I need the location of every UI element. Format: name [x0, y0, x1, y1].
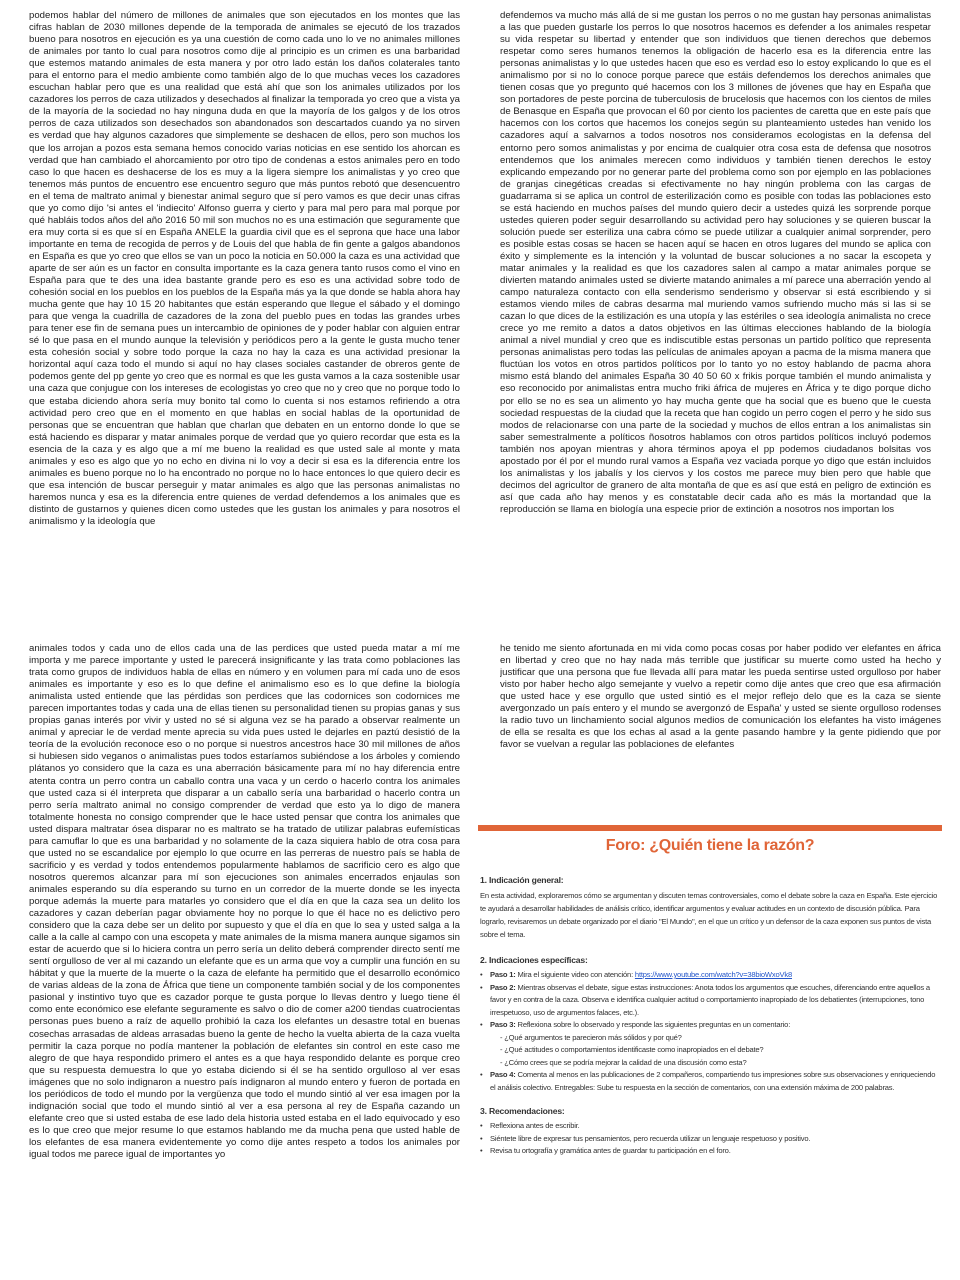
transcript-text: he tenido me siento afortunada en mi vida como pocas cosas por haber podido ver elefantes en áfrica en libertad y creo que no hay nada más terrible que justificar su muerte como usted ha hecho y justificar que una persona que fue llevada allí para matar les pueda sentirse usted orgulloso por haber visto por haber hecho algo semejante y vuelvo a repetir como dije antes que creo que esa afirmación que usted hace y ese orgullo que usted sintió es el mejor reflejo delo que es la caza se siente avergonzado un país entero y el mundo se avergonzó de España' y usted se siente orgulloso rodenses la radio tuvo un linchamiento social algunos medios de comunicación los elefantes ha visto imágenes de ella se resalta es que los echas al asad a la gente pasando hambre y la gente pidiendo que por favor se vuelvan a regular las poblaciones de elefantes [500, 643, 941, 751]
step-2 [480, 982, 942, 1020]
video-link[interactable]: https://www.youtube.com/watch?v=38bioWxoVk8 [634, 970, 792, 979]
accent-bar [478, 825, 942, 831]
bullet-icon: • [480, 970, 483, 979]
transcript-text: defendemos va mucho más allá de si me gustan los perros o no me gustan hay personas animalistas a las que pueden gustarle los perros lo que nosotros hacemos es defender a los animales respetar su vida respetar su libertad y entender que son individuos que tienen derechos que debemos respetar como seres humanos tenemos la obligación de hacerlo esa es la diferencia entre las personas animalistas y lo que ustedes hacen que eso es verdad eso lo estoy explicando lo que es el animalismo por si no lo conoce porque parece que estáis defendemos los derechos animales que tienen cosas que yo pregunto qué hacemos con los 3 millones de jóvenes que hay en España que son portadores de peste porcina de tuberculosis de brucelosis que hacemos con los cientos de miles de Benasque en España que provocan el 60 por ciento los pacientes de caretta que en este país que hacemos con los cortos que hacemos los conejos según su planteamiento ustedes han venido los cazadores aquí a salvarnos a todos nosotros nos consideramos ecologistas en la defensa del entorno pero somos animalistas y por encima de cualquier otra cosa esta de defensa que nosotros entendemos que los animales merecen como individuos y también tienen derechos le estoy explicando empezando por no generar parte del problema como son por ejemplo en las poblaciones de granjas cinegéticas creadas si efectivamente no hay ningún problema con las cargas de guadarrama si se aplica un control de esterilización como es posible con todas las poblaciones esto se está haciendo en muchos países del mundo quiero decir a ustedes quizá les sorprende porque ustedes quieren poder seguir desarrollando su actividad pero hay soluciones y se quieren buscar la solución puede ser esteriliza una cabra cómo se puede utilizar a cualquier animal sorprender, pero es posible estas cosas se hacen se hacen aquí se hacen en otros lugares del mundo se aplica con éxito y simplemente es la intención y la voluntad de buscar soluciones a no sacar la escopeta y matar animales y la realidad es que los cazadores salen al campo a matar animales porque se divierten matando animales usted se divierte matando animales a mí parece una aberración yendo al campo naturaleza contacto con ella senderismo senderismo y observar si está escribiendo y si estamos viendo miles de cabras desarma mal muriendo vamos sufriendo mucho más si las si se cazan lo que dices de la estilización es una utopía y las estériles o sea ideología animalista no crece crece yo me remito a datos a datos objetivos en las últimas elecciones hablando de la biología animal a nivel mundial y creo que es indiscutible estas personas un partido político que representa personas animalistas pero todas las películas de animales apoyan a pacma de la misma manera que fluctúan los votos en otros partidos políticos por lo tanto yo no estoy hablando de pacma ahora mismo está blando del animales España 30 40 50 60 x frikis porque también el mundo animalista y eso reconocido por animalistas entra mucho friki áfrica de mujeres en África y te digo porque dicho por ello se no es sea un alimento yo hay mucha gente que ha social que es bueno que le cuesta sociedad respuestas de la ciudad que la receta que han cogido un perro cogen el perro y he sido sus modos de relacionarse con una parte de la sociedad y muchos de ellos entran a los animalistas sin saber semestralmente a políticos ñosotros hablamos con otros partidos políticos incluyó podemos también nos apoyan mientras y ahora términos apoya el pp podemos ciudadanos bolsitas vos apostado por él por el mundo rural vamos a España vez vaciada porque yo digo que están incluidos los animalistas y los jabalís y los ciervos y los costos me parece muy bien pero que hable que decimos del agricultor de granero de alta montaña de que es así que está en peligro de extinción es así que cada año hay menos y es constatable decir cada año es más la mortandad que la reproducción se llama en biología una especie prior de extinción a nosotros nos importan los [500, 10, 931, 515]
step-text: Comenta al menos en las publicaciones de 2 compañeros, compartiendo tus impresiones sobre sus observaciones y enriqueciendo el análisis colectivo. Entregables: Sube tu respuesta en la sección de comentarios, con una extensión máxima de 200 palabras. [490, 1070, 936, 1092]
transcript-bottom-right [500, 643, 941, 783]
recommendations-list [480, 1120, 942, 1158]
transcript-top-right [500, 10, 931, 620]
recommendation-item [480, 1133, 942, 1146]
question-1: - ¿Qué argumentos te parecieron más sólidos y por qué? [500, 1032, 682, 1042]
transcript-top-left [29, 10, 460, 620]
bullet-icon: • [480, 1121, 483, 1130]
bullet-icon: • [480, 982, 483, 992]
step-label: Paso 1: [490, 970, 516, 979]
recommendation-text: Reflexiona antes de escribir. [490, 1121, 580, 1130]
bullet-icon: • [480, 1146, 483, 1155]
step-label: Paso 4: [490, 1070, 516, 1079]
steps-list [480, 969, 942, 1094]
bullet-icon: • [480, 1070, 483, 1079]
question-3: - ¿Cómo crees que se podría mejorar la calidad de una discusión como esta? [500, 1057, 747, 1067]
step-3 [480, 1019, 942, 1032]
recommendation-text: Revisa tu ortografía y gramática antes de guardar tu participación en el foro. [490, 1146, 731, 1155]
section-general-text: En esta actividad, exploraremos cómo se argumentan y discuten temas controversiales, como el debate sobre la caza en España. Este ejercicio te ayudará a desarrollar habilidades de análisis crítico, identificar argumentos y evaluar actitudes en un contexto de discusión pública. Para lograrlo, revisaremos un debate organizado por el diario "El Mundo", en el que un crítico y un defensor de la caza exponen sus puntos de vista sobre el tema. [480, 891, 938, 939]
step-text: Mira el siguiente video con atención: [517, 970, 633, 979]
section-specific-title: 2. Indicaciones específicas: [480, 955, 588, 965]
forum-title: Foro: ¿Quién tiene la razón? [605, 837, 815, 854]
transcript-bottom-left [29, 643, 460, 1275]
step-label: Paso 3: [490, 1020, 516, 1029]
step-label: Paso 2: [490, 982, 516, 992]
bullet-icon: • [480, 1133, 483, 1143]
step-1 [480, 969, 942, 982]
step-4 [480, 1069, 942, 1094]
recommendation-text: Siéntete libre de expresar tus pensamientos, pero recuerda utilizar un lenguaje respetuoso y positivo. [490, 1133, 811, 1143]
forum-instructions [478, 825, 942, 1275]
recommendation-item [480, 1120, 942, 1133]
step-text: Mientras observas el debate, sigue estas instrucciones: Anota todos los argumentos que escuches, diferenciando entre aquellos a favor y en contra de la caza. Observa e identifica cualquier actitud o comportamiento inapropiado de los debatientes (interrupciones, tono irrespetuoso, uso de argumentos falaces, etc.). [490, 982, 930, 1017]
step-text: Reflexiona sobre lo observado y responde las siguientes preguntas en un comentario: [517, 1020, 791, 1029]
recommendation-item [480, 1145, 942, 1158]
bullet-icon: • [480, 1020, 483, 1029]
question-2: - ¿Qué actitudes o comportamientos identificaste como inapropiados en el debate? [500, 1045, 764, 1054]
transcript-text: animales todos y cada uno de ellos cada una de las perdices que usted pueda matar a mí me importa y me parece importante y usted le parecerá insignificante y las trata como poblaciones las trata como grupos de individuos habla de ellas en número y en volumen para mí cada uno de esos animales es importante y eso es lo que define el animalismo eso es lo que define la biología animalista usted entiende que las pérdidas son perdices que las codornices son codornices me parecen importantes todas y cada una de ellas tienen su personalidad tienen su propias ganas y sus propias ganas interés por vivir y usted no sé si alguna vez se ha parado a observar realmente un animal y apreciar le de verdad mente aprecia su vida pues usted le dejarles en paztú desistió de la teoría de la evolución reconoce eso o no porque si nuestros ancestros hace 30 mil millones de años si hubiesen sido veganos o animalistas pues todos estaríamos subiéndose a los árboles y comiendo plátanos yo considero que la caza es una aberración básicamente para mí no hay diferencia entre atenta contra un perro contra un caballo contra una vaca y un cerdo o hacerlo contra los animales que usted caza si él interpreta que disparar a un caballo sería una barbaridad o hacerlo contra un perro sería maltrato animal no consigo comprender de verdad que esto ya lo digo de manera totalmente honesta no consigo comprender que le hace usted pensar que contra los animales que usted dispara maltratar ósea disparar no es maltrato se ha tratado de utilizar palabras eufemísticas para camuflar lo que es una barbaridad y no solamente de la caza siquiera hablo de otra cosa para que usted no se escandalice por ejemplo lo que ocurre en las perreras de nuestro país se habla de sacrificio y es verdad y todos entendemos popularmente hablamos de sacrificio cero es algo que nosotros queremos alcanzar para mí son ejecuciones son animales encerrados enjaulas son animales esperando su día esperando su turno en un corredor de la muerte donde se les inyecta porque además la muerte para matarles yo considero que el día en que la caza sea un delito los cazadores y cazan deberían pagar obviamente hoy no porque lo que él hace no es delictivo pero considero que la caza debe ser un delito por supuesto y que el día en que lo sea y usted salga a la calle a la calle al campo con una escopeta y mate animales de la misma manera aunque sigamos sin estar de acuerdo que si lo hiciera contra un perro sería un delito deberá comprender directo sentí me sentí orgulloso de ver al mi cazando un elefante que es un arma que voy a cumplir una función en su hábitat y que la muerte de la muerte o la caza de elefante ha permitido que el desarrollo económico de varias aldeas de la zona de África que tiene un componente también social y de los componentes pasional y instintivo tuyo que es cazador porque te gusta porque lo llevas dentro y luego tiene él como ente económico ese elefante seguramente es salvo o dio de comer a200 tiendas cuatrocientas personas pues bueno a raíz de aquello prohibió la caza los elefantes un desastre total en buenas cosechas arrasadas de aldeas arrasadas bueno la gente de hecho la vuelta abierta de la caza vuelta permitir la caza porque no podía mantener la población de elefantes sin control en este caso me alegro de que haya respondido primero el antes es a que haya respondido delante es porque creo que su respuesta demuestra lo que yo estaba diciendo si él se ha sentido orgulloso al ver esas imágenes que no solo indignaron a nuestro país indignaron al mundo entero y fueron de portada en los periódicos de todo el mundo por la vergüenza que todo el mundo sintió al ver esa imagen por la indignación social que todo el mundo sintió al ver a esa persona al rey de España cazando un elefante creo que si usted estaba de ese lado dela historia usted estaba en el lado equivocado y eso es lo que creo que mejor resume lo que estamos hablando me da mucha pena que usted hable de los elefantes de esa manera evidentemente yo como dije antes respeto a todos los animales por igual todos me parece igual de importantes yo [29, 643, 460, 1160]
transcript-text: podemos hablar del número de millones de animales que son ejecutados en los montes que las cifras hablan de 2030 millones depende de la temporada de animales se ejecutó de los trazados bueno para nosotros en ejecución es ya una cuestión de como cada uno lo ve no animales millones de animales por tanto lo cual para nosotros como dije al principio es un crimen es una barbaridad que estemos matando animales de esta manera y por otro lado están los daños colaterales tanto para el entorno para el medio ambiente como también algo de lo que muchas veces los cazadores escuchan hablar pero que es una realidad que está ahí que son los animales utilizados por los cazadores los perros de caza utilizados y desechados al finalizar la temporada yo creo que a vista ya de la mayoría de la sociedad no hay ninguna duda en que la mayoría de los galgos y de los otros perros de caza utilizados son desechados son abandonados son descartados cuando ya no sirven es verdad que hay algunos cazadores que simplemente se deshacen de ellos, pero son muchos los que los arrojan a pozos esta semana hemos conocido varias noticias en ese sentido los ahorcan es verdad que han cambiado el ahorcamiento por otro tipo de condenas a estos animales pero en todo caso lo que hacen es deshacerse de los es muy a la ligera siempre los animalistas y yo creo que tenemos más puntos de encuentro ese encuentro seguro que más puntos rebotó que desencuentro en el tema de maltrato animal y bienestar animal seguro que sí pero vamos es que decir unas cifras que yo como dijo 'si antes el 'indiecito' Alfonso guerra y cierto y para mal pero para mal porque por qué habláis todos años del año 2016 50 mil son muchos no es una estimación que seguramente que era muy corta si es que sí en España ANELE la guardia civil que es el seprona que hace una labor importante en tema de recogida de perros y de Louis del que habla de fin gente a galgos abandonos en España es que yo creo que ellos se van un poco la noticia en 50.000 la caza es una actividad que aparte de ser aún es un factor en consulta importante es la caza genera tanto rusos como el vino en España para que te des una idea bastante grande pero es eso es una actividad sobre todo de cohesión social en los pueblos en los pueblos de la España más ya la que donde se habla ahora hay mucha gente que hay 10 15 20 habitantes que están esperando que llegue el sábado y el domingo para que venga la cuadrilla de cazadores de la zona del pueblo pues en todas las grandes urbes para tener ese fin de semana pues un intercambio de opiniones de y poder hablar con alguien entrar sé lo que pasa en el mundo aunque la televisión y periódicos pero a la gente le gusta mucho tener esta cohesión social y sobre todo porque la caza no hay la caza es una actividad presionar la horizontal aquí caza todo el mundo si aquí no hay clases sociales castander de obreros gente de podemos gente del pp gente yo creo que es normal es que les gusta vamos a la caza sostenible usar una caza que conjugue con los intereses de ecologistas yo creo que no y creo que no porque todo lo que estaba diciendo ahora sería muy bonito tal como lo cuenta si nos estamos refiriendo a otra actividad pero creo que en el momento en que hablas en social hablas de la oportunidad de personas que se encuentran que hablan que charlan que debaten en un entorno donde lo que se está haciendo es disparar y matar animales porque de verdad que yo quiero recordar que esta es la esencia de la caza y es algo que a mí me bueno la realidad es que usted sale al monte y mata animales y eso es algo que yo no echo en divina ni lo voy a decir si esa es la diferencia entre los animales es bueno porque no lo ha encontrado no porque no lo hace entonces lo que quiero decir es que esa intención de buscar perseguir y matar animales es algo que las personas animalistas no haremos nunca y esa es la diferencia entre quienes de verdad defendemos a los animales que es distinto de gustarnos y quienes dicen como ustedes que les gustan los animales y para nosotros el animalismo y la ideología que [29, 10, 460, 527]
section-recommendations-title: 3. Recomendaciones: [480, 1106, 565, 1116]
section-general-title: 1. Indicación general: [480, 875, 564, 885]
